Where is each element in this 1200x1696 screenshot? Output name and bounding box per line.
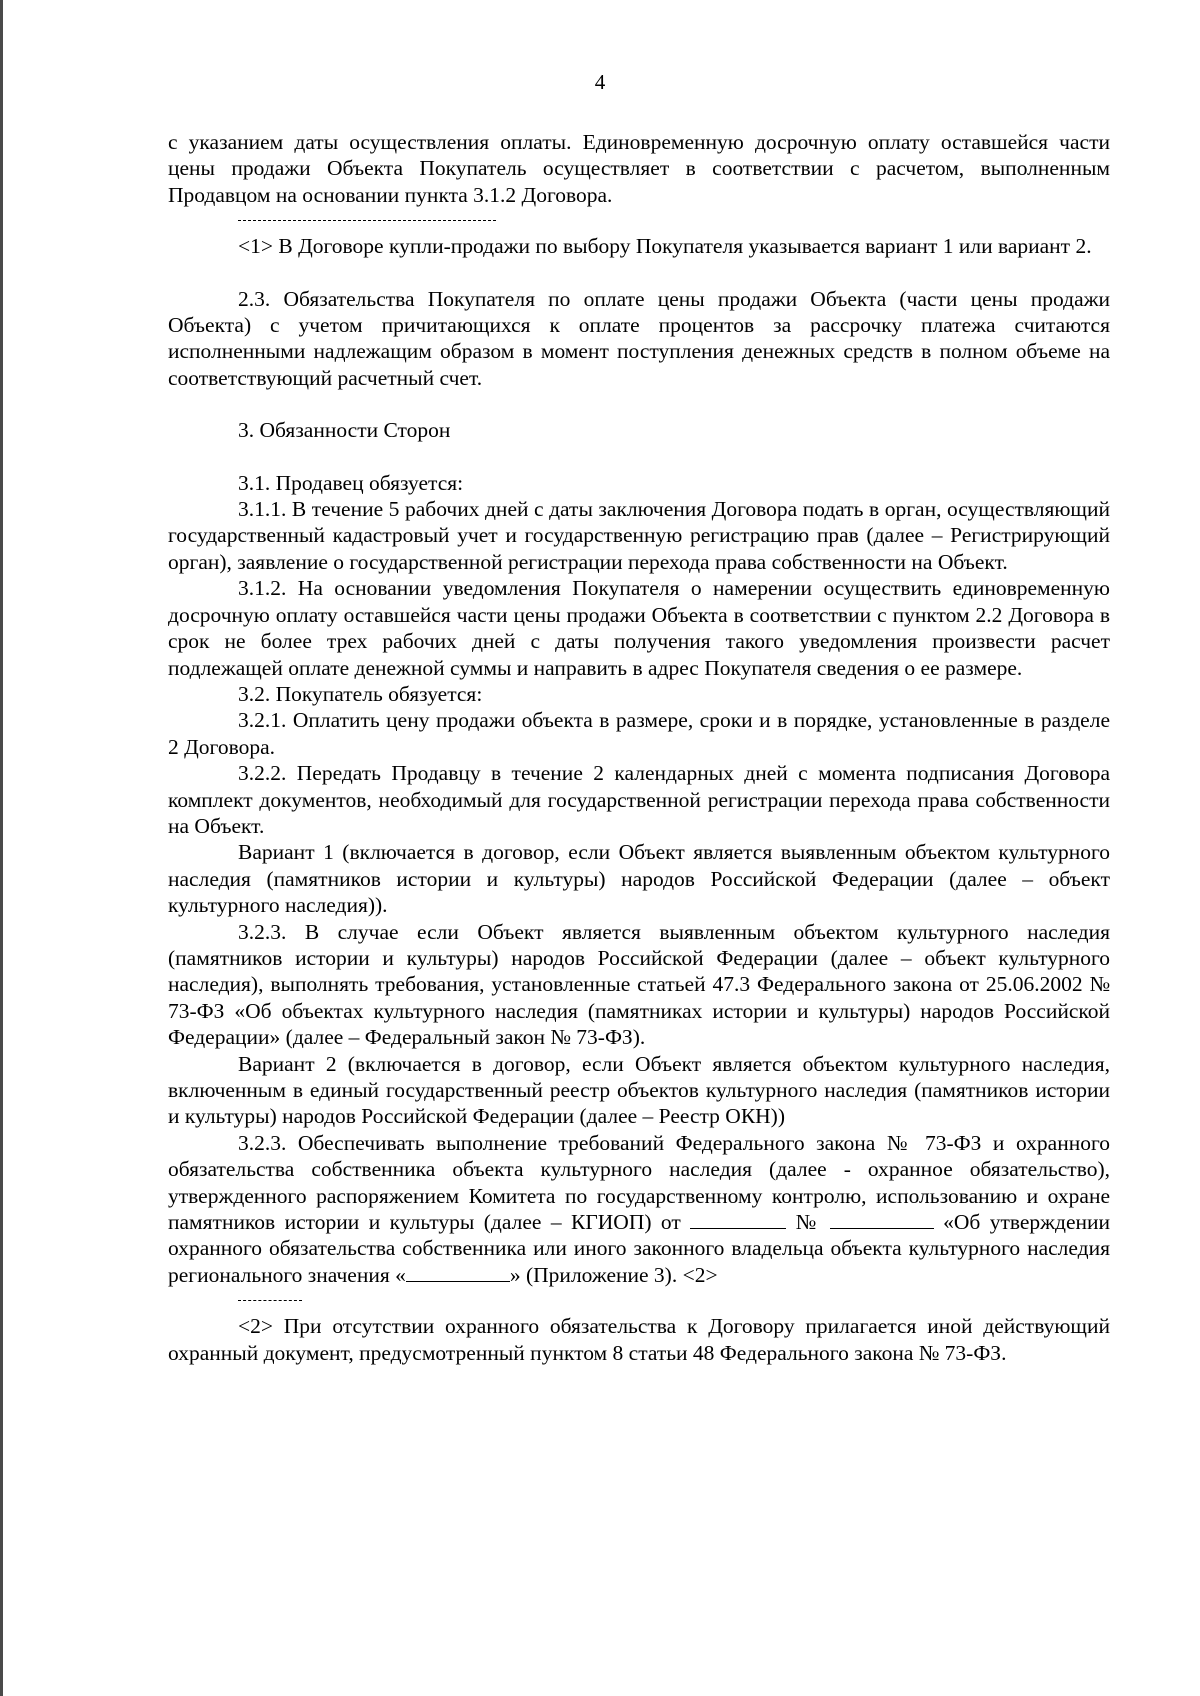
date-blank [690, 1210, 786, 1229]
paragraph-3-2-2: 3.2.2. Передать Продавцу в течение 2 календарных дней с момента подписания Договора комплект документов, необходимый для государственной регистрации перехода права собственности на Объект. [168, 761, 1110, 838]
paragraph-3-1: 3.1. Продавец обязуется: [238, 470, 464, 495]
variant-1: Вариант 1 (включается в договор, если Объект является выявленным объектом культурного наследия (памятников истории и культуры) народов Российской Федерации (далее – объект культурного наследия)). [168, 840, 1110, 918]
paragraph-3-2-3-variant-2 [168, 1130, 1110, 1288]
spacer [168, 444, 1110, 470]
paragraph-3-2-1: 3.2.1. Оплатить цену продажи объекта в размере, сроки и в порядке, установленные в разделе 2 Договора. [168, 708, 1110, 759]
scan-edge [0, 0, 3, 1696]
footnote-separator [238, 220, 496, 221]
page-number: 4 [594, 70, 606, 94]
paragraph-3-2: 3.2. Покупатель обязуется: [238, 681, 483, 706]
paragraph-3-1-1: 3.1.1. В течение 5 рабочих дней с даты заключения Договора подать в орган, осуществляющий государственный кадастровый учет и государственную регистрацию прав (далее – Регистрирующий орган), заявление о государственной регистрации перехода права собственности на Объект. [168, 497, 1110, 574]
document-body [168, 129, 1110, 1366]
paragraph-continuation: с указанием даты осуществления оплаты. Единовременную досрочную оплату оставшейся части цены продажи Объекта Покупатель осуществляет в соответствии с расчетом, выполненным Продавцом на основании пункта 3.1.2 Договора. [168, 130, 1110, 207]
spacer [168, 260, 1110, 286]
paragraph-text: 3.2.3. Обеспечивать выполнение требований Федерального закона № 73-ФЗ и охранного обязательства собственника объекта культурного наследия (далее - охранное обязательство), утвержденного распоряжением Комитета по государственному контролю, использованию и охране памятников истории и культуры (далее – КГИОП) от [168, 1130, 1110, 1235]
variant-2: Вариант 2 (включается в договор, если Объект является объектом культурного наследия, включенным в единый государственный реестр объектов культурного наследия (памятников истории и культуры) народов Российской Федерации (далее – Реестр ОКН)) [168, 1051, 1110, 1129]
paragraph-text: «Об утверждении охранного обязательства собственника или иного законного владельца объекта культурного наследия регионального значения « [168, 1210, 1111, 1287]
footnote-2: <2> При отсутствии охранного обязательства к Договору прилагается иной действующий охранный документ, предусмотренный пунктом 8 статьи 48 Федерального закона № 73-ФЗ. [168, 1314, 1110, 1365]
spacer [168, 391, 1110, 417]
number-blank [830, 1210, 934, 1229]
footnote-separator [238, 1300, 302, 1301]
footnote-1: <1> В Договоре купли-продажи по выбору Покупателя указывается вариант 1 или вариант 2. [238, 234, 1092, 259]
name-blank [406, 1263, 510, 1282]
section-heading-3: 3. Обязанности Сторон [238, 418, 451, 443]
paragraph-text: » (Приложение 3). <2> [509, 1262, 718, 1287]
paragraph-3-2-3-variant-1: 3.2.3. В случае если Объект является выявленным объектом культурного наследия (памятников истории и культуры) народов Российской Федерации (далее – объект культурного наследия), выполнять требования, установленные статьей 47.3 Федерального закона от 25.06.2002 № 73-ФЗ «Об объектах культурного наследия (памятниках истории и культуры) народов Российской Федерации» (далее – Федеральный закон № 73-ФЗ). [168, 919, 1110, 1050]
paragraph-3-1-2: 3.1.2. На основании уведомления Покупателя о намерении осуществить единовременную досрочную оплату оставшейся части цены продажи Объекта в соответствии с пунктом 2.2 Договора в срок не более трех рабочих дней с даты получения такого уведомления произвести расчет подлежащей оплате денежной суммы и направить в адрес Покупателя сведения о ее размере. [168, 576, 1110, 680]
number-sign: № [795, 1210, 821, 1235]
paragraph-2-3: 2.3. Обязательства Покупателя по оплате цены продажи Объекта (части цены продажи Объекта) с учетом причитающихся к оплате процентов за рассрочку платежа считаются исполненными надлежащим образом в момент поступления денежных средств в полном объеме на соответствующий расчетный счет. [168, 286, 1110, 390]
